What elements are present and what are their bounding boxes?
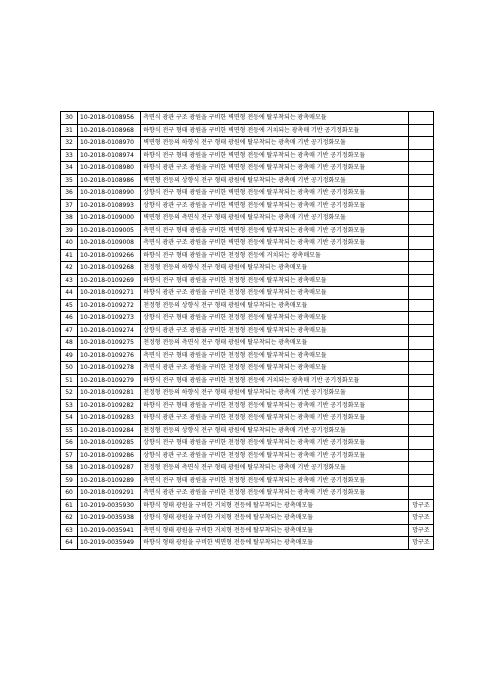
patent-title: 상향식 형태 광원을 구비한 거치형 전등에 탈부착되는 광촉매모듈 — [141, 512, 409, 525]
row-number: 33 — [61, 149, 78, 162]
table-row — [61, 237, 434, 250]
row-number: 49 — [61, 349, 78, 362]
table-row — [61, 449, 434, 462]
patent-list-table — [60, 111, 434, 550]
row-number: 58 — [61, 462, 78, 475]
note-cell — [408, 412, 433, 425]
patent-title: 천정형 전등의 상향식 전구 형태 광원에 탈부착되는 광촉매 기반 공기정화모듈 — [141, 424, 409, 437]
patent-title: 하향식 광관 구조 광원을 구비한 천정형 전등에 탈부착되는 광촉매 기반 공기정화모듈 — [141, 412, 409, 425]
table-row — [61, 487, 434, 500]
application-number: 10-2018-0109278 — [78, 362, 141, 375]
note-cell — [408, 449, 433, 462]
table-row — [61, 112, 434, 125]
table-row — [61, 224, 434, 237]
table-row — [61, 124, 434, 137]
application-number: 10-2018-0109291 — [78, 487, 141, 500]
row-number: 32 — [61, 137, 78, 150]
note-cell — [408, 224, 433, 237]
patent-title: 측면식 전구 형태 광원을 구비한 천정형 전등에 탈부착되는 광촉매 기반 공기정화모듈 — [141, 474, 409, 487]
table-row — [61, 137, 434, 150]
patent-title: 측면식 광관 구조 광원을 구비한 천정형 전등에 탈부착되는 광촉매 기반 공기정화모듈 — [141, 487, 409, 500]
table-body — [61, 112, 434, 550]
row-number: 38 — [61, 212, 78, 225]
patent-title: 천정형 전등의 하향식 전구 형태 광원에 탈부착되는 광촉매 기반 공기정화모듈 — [141, 387, 409, 400]
application-number: 10-2018-0109285 — [78, 437, 141, 450]
application-number: 10-2018-0109276 — [78, 349, 141, 362]
table-row — [61, 212, 434, 225]
note-cell — [408, 274, 433, 287]
note-cell — [408, 124, 433, 137]
note-cell — [408, 149, 433, 162]
application-number: 10-2018-0109287 — [78, 462, 141, 475]
row-number: 37 — [61, 199, 78, 212]
note-cell — [408, 312, 433, 325]
table-row — [61, 387, 434, 400]
application-number: 10-2018-0109282 — [78, 399, 141, 412]
patent-title: 하향식 전구 형태 광원을 구비한 천정형 전등에 탈부착되는 광촉매 기반 공기정화모듈 — [141, 399, 409, 412]
application-number: 10-2018-0109000 — [78, 212, 141, 225]
table-row — [61, 437, 434, 450]
row-number: 64 — [61, 537, 78, 550]
note-cell — [408, 374, 433, 387]
row-number: 30 — [61, 112, 78, 125]
patent-title: 상향식 전구 형태 광원을 구비한 벽면형 전등에 탈부착되는 광촉매 기반 공기정화모듈 — [141, 187, 409, 200]
application-number: 10-2018-0109266 — [78, 249, 141, 262]
patent-title: 하향식 전구 형태 광원을 구비한 천정형 전등에 거치되는 광촉매모듈 — [141, 249, 409, 262]
row-number: 50 — [61, 362, 78, 375]
application-number: 10-2018-0108956 — [78, 112, 141, 125]
patent-title: 측면식 형태 광원을 구비한 거치형 전등에 탈부착되는 광촉매모듈 — [141, 524, 409, 537]
row-number: 43 — [61, 274, 78, 287]
note-cell: 망구조 — [408, 512, 433, 525]
patent-title: 벽면형 전등의 상향식 전구 형태 광원에 탈부착되는 광촉매 기반 공기정화모듈 — [141, 174, 409, 187]
patent-title: 측면식 광관 구조 광원을 구비한 천정형 전등에 탈부착되는 광촉매모듈 — [141, 362, 409, 375]
table-row — [61, 187, 434, 200]
patent-title: 하향식 전구 형태 광원을 구비한 벽면형 전등에 거치되는 광촉매 기반 공기정화모듈 — [141, 124, 409, 137]
table-row — [61, 374, 434, 387]
table-row — [61, 324, 434, 337]
table-row — [61, 399, 434, 412]
application-number: 10-2018-0109281 — [78, 387, 141, 400]
application-number: 10-2018-0109273 — [78, 312, 141, 325]
patent-title: 측면식 광관 구조 광원을 구비한 벽면형 전등에 탈부착되는 광촉매모듈 — [141, 112, 409, 125]
patent-title: 측면식 전구 형태 광원을 구비한 천정형 전등에 탈부착되는 광촉매모듈 — [141, 349, 409, 362]
application-number: 10-2019-0035949 — [78, 537, 141, 550]
patent-title: 천정형 전등의 측면식 전구 형태 광원에 탈부착되는 광촉매 기반 공기정화모듈 — [141, 462, 409, 475]
table-row — [61, 149, 434, 162]
patent-title: 하향식 광관 구조 광원을 구비한 천정형 전등에 탈부착되는 광촉매모듈 — [141, 287, 409, 300]
application-number: 10-2018-0108970 — [78, 137, 141, 150]
note-cell — [408, 399, 433, 412]
application-number: 10-2018-0109271 — [78, 287, 141, 300]
application-number: 10-2018-0108968 — [78, 124, 141, 137]
row-number: 51 — [61, 374, 78, 387]
note-cell — [408, 162, 433, 175]
patent-title: 천정형 전등의 측면식 전구 형태 광원에 탈부착되는 광촉매모듈 — [141, 337, 409, 350]
application-number: 10-2018-0109284 — [78, 424, 141, 437]
table-row — [61, 474, 434, 487]
note-cell — [408, 299, 433, 312]
row-number: 56 — [61, 437, 78, 450]
table-row — [61, 262, 434, 275]
row-number: 41 — [61, 249, 78, 262]
note-cell — [408, 337, 433, 350]
table-row — [61, 362, 434, 375]
patent-title: 상향식 전구 형태 광원을 구비한 천정형 전등에 탈부착되는 광촉매모듈 — [141, 312, 409, 325]
note-cell — [408, 287, 433, 300]
application-number: 10-2018-0109274 — [78, 324, 141, 337]
application-number: 10-2018-0109283 — [78, 412, 141, 425]
application-number: 10-2018-0109005 — [78, 224, 141, 237]
note-cell — [408, 137, 433, 150]
row-number: 47 — [61, 324, 78, 337]
application-number: 10-2018-0109275 — [78, 337, 141, 350]
note-cell — [408, 487, 433, 500]
row-number: 42 — [61, 262, 78, 275]
table-row — [61, 299, 434, 312]
patent-title: 상향식 전구 형태 광원을 구비한 천정형 전등에 탈부착되는 광촉매 기반 공기정화모듈 — [141, 437, 409, 450]
application-number: 10-2018-0108980 — [78, 162, 141, 175]
note-cell: 망구조 — [408, 537, 433, 550]
row-number: 53 — [61, 399, 78, 412]
note-cell — [408, 474, 433, 487]
row-number: 61 — [61, 499, 78, 512]
table-row — [61, 499, 434, 512]
note-cell: 망구조 — [408, 499, 433, 512]
patent-title: 상향식 광관 구조 광원을 구비한 천정형 전등에 탈부착되는 광촉매모듈 — [141, 324, 409, 337]
table-row — [61, 162, 434, 175]
table-row — [61, 337, 434, 350]
row-number: 44 — [61, 287, 78, 300]
note-cell — [408, 362, 433, 375]
note-cell — [408, 249, 433, 262]
patent-title: 천정형 전등의 상향식 전구 형태 광원에 탈부착되는 광촉매모듈 — [141, 299, 409, 312]
row-number: 35 — [61, 174, 78, 187]
patent-title: 하향식 전구 형태 광원을 구비한 벽면형 전등에 탈부착되는 광촉매 기반 공기정화모듈 — [141, 149, 409, 162]
row-number: 62 — [61, 512, 78, 525]
patent-title: 하향식 전구 형태 광원을 구비한 천정형 전등에 거치되는 광촉매 기반 공기정화모듈 — [141, 374, 409, 387]
note-cell — [408, 112, 433, 125]
application-number: 10-2018-0109289 — [78, 474, 141, 487]
application-number: 10-2018-0109272 — [78, 299, 141, 312]
row-number: 54 — [61, 412, 78, 425]
note-cell — [408, 424, 433, 437]
patent-title: 측면식 광관 구조 광원을 구비한 벽면형 전등에 탈부착되는 광촉매 기반 공기정화모듈 — [141, 237, 409, 250]
row-number: 39 — [61, 224, 78, 237]
table-row — [61, 412, 434, 425]
application-number: 10-2018-0109008 — [78, 237, 141, 250]
patent-title: 측면식 전구 형태 광원을 구비한 벽면형 전등에 탈부착되는 광촉매 기반 공기정화모듈 — [141, 224, 409, 237]
note-cell — [408, 349, 433, 362]
patent-title: 하향식 전구 형태 광원을 구비한 천정형 전등에 탈부착되는 광촉매모듈 — [141, 274, 409, 287]
row-number: 63 — [61, 524, 78, 537]
table-row — [61, 537, 434, 550]
row-number: 52 — [61, 387, 78, 400]
row-number: 60 — [61, 487, 78, 500]
note-cell — [408, 262, 433, 275]
application-number: 10-2019-0035941 — [78, 524, 141, 537]
note-cell — [408, 174, 433, 187]
table-row — [61, 287, 434, 300]
patent-title: 벽면형 전등의 측면식 전구 형태 광원에 탈부착되는 광촉매 기반 공기정화모듈 — [141, 212, 409, 225]
table-row — [61, 424, 434, 437]
row-number: 40 — [61, 237, 78, 250]
note-cell — [408, 437, 433, 450]
application-number: 10-2018-0108990 — [78, 187, 141, 200]
patent-title: 하향식 광관 구조 광원을 구비한 벽면형 전등에 탈부착되는 광촉매 기반 공기정화모듈 — [141, 162, 409, 175]
row-number: 55 — [61, 424, 78, 437]
application-number: 10-2018-0109268 — [78, 262, 141, 275]
row-number: 48 — [61, 337, 78, 350]
note-cell — [408, 187, 433, 200]
table-row — [61, 462, 434, 475]
table-row — [61, 249, 434, 262]
table-row — [61, 199, 434, 212]
note-cell — [408, 324, 433, 337]
row-number: 34 — [61, 162, 78, 175]
note-cell: 망구조 — [408, 524, 433, 537]
table-row — [61, 524, 434, 537]
table-row — [61, 174, 434, 187]
table-row — [61, 349, 434, 362]
application-number: 10-2018-0109279 — [78, 374, 141, 387]
table-row — [61, 312, 434, 325]
row-number: 46 — [61, 312, 78, 325]
note-cell — [408, 212, 433, 225]
note-cell — [408, 199, 433, 212]
note-cell — [408, 387, 433, 400]
application-number: 10-2018-0109286 — [78, 449, 141, 462]
patent-title: 하향식 형태 광원을 구비한 거치형 전등에 탈부착되는 광촉매모듈 — [141, 499, 409, 512]
row-number: 57 — [61, 449, 78, 462]
row-number: 59 — [61, 474, 78, 487]
patent-title: 벽면형 전등의 하향식 전구 형태 광원에 탈부착되는 광촉매 기반 공기정화모듈 — [141, 137, 409, 150]
row-number: 36 — [61, 187, 78, 200]
application-number: 10-2019-0035938 — [78, 512, 141, 525]
patent-title: 상향식 광관 구조 광원을 구비한 벽면형 전등에 탈부착되는 광촉매 기반 공기정화모듈 — [141, 199, 409, 212]
application-number: 10-2018-0108986 — [78, 174, 141, 187]
table-row — [61, 512, 434, 525]
application-number: 10-2018-0109269 — [78, 274, 141, 287]
application-number: 10-2018-0108993 — [78, 199, 141, 212]
patent-title: 상향식 광관 구조 광원을 구비한 천정형 전등에 탈부착되는 광촉매 기반 공기정화모듈 — [141, 449, 409, 462]
table-row — [61, 274, 434, 287]
application-number: 10-2019-0035930 — [78, 499, 141, 512]
application-number: 10-2018-0108974 — [78, 149, 141, 162]
note-cell — [408, 237, 433, 250]
row-number: 31 — [61, 124, 78, 137]
patent-title: 하향식 형태 광원을 구비한 벽면형 전등에 탈부착되는 광촉매모듈 — [141, 537, 409, 550]
patent-title: 천정형 전등의 하향식 전구 형태 광원에 탈부착되는 광촉매모듈 — [141, 262, 409, 275]
note-cell — [408, 462, 433, 475]
row-number: 45 — [61, 299, 78, 312]
